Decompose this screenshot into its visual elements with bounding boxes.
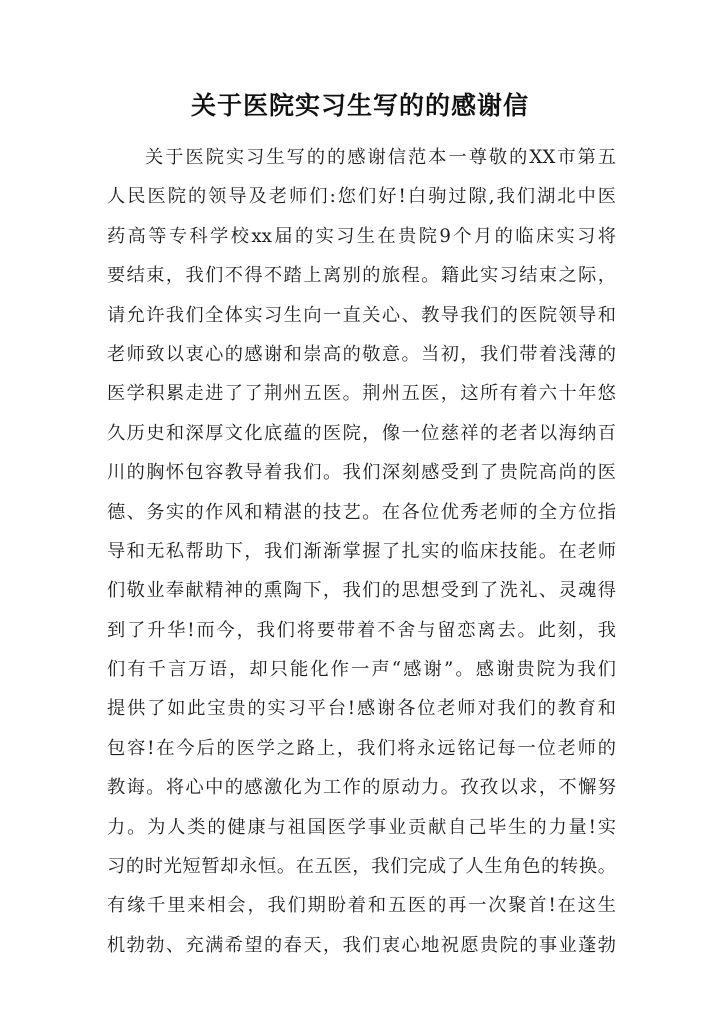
body-line: 力。为人类的健康与祖国医学事业贡献自己毕生的力量!实: [107, 816, 616, 838]
body-line: 德、务实的作风和精湛的技艺。在各位优秀老师的全方位指: [107, 501, 616, 523]
body-line: 到了升华!而今，我们将要带着不舍与留恋离去。此刻，我: [107, 619, 616, 641]
body-line: 包容!在今后的医学之路上，我们将永远铭记每一位老师的: [107, 737, 616, 759]
body-line: 要结束，我们不得不踏上离别的旅程。籍此实习结束之际，: [107, 265, 616, 287]
body-line: 人民医院的领导及老师们:您们好!白驹过隙,我们湖北中医: [107, 186, 616, 208]
body-line: 习的时光短暂却永恒。在五医，我们完成了人生角色的转换。: [107, 856, 616, 878]
body-line: 川的胸怀包容教导着我们。我们深刻感受到了贵院高尚的医: [107, 462, 616, 484]
body-line: 提供了如此宝贵的实习平台!感谢各位老师对我们的教育和: [107, 698, 616, 720]
body-line: 们敬业奉献精神的熏陶下，我们的思想受到了洗礼、灵魂得: [107, 580, 616, 602]
body-line: 请允许我们全体实习生向一直关心、教导我们的医院领导和: [107, 304, 616, 326]
body-line: 有缘千里来相会，我们期盼着和五医的再一次聚首!在这生: [107, 895, 616, 917]
body-line: 们有千言万语，却只能化作一声“感谢”。感谢贵院为我们: [107, 659, 616, 681]
body-line: 久历史和深厚文化底蕴的医院，像一位慈祥的老者以海纳百: [107, 422, 616, 444]
document-body: [107, 138, 616, 965]
body-line: 药高等专科学校xx届的实习生在贵院9个月的临床实习将: [107, 225, 616, 247]
body-line: 导和无私帮助下，我们渐渐掌握了扎实的临床技能。在老师: [107, 540, 616, 562]
body-line: 教诲。将心中的感激化为工作的原动力。孜孜以求，不懈努: [107, 777, 616, 799]
body-line: 老师致以衷心的感谢和崇高的敬意。当初，我们带着浅薄的: [107, 343, 616, 365]
body-line: 关于医院实习生写的的感谢信范本一尊敬的XX市第五: [145, 147, 616, 168]
document-title: 关于医院实习生写的的感谢信: [190, 91, 529, 120]
body-line: 医学积累走进了了荆州五医。荆州五医，这所有着六十年悠: [107, 383, 616, 405]
body-line: 机勃勃、充满希望的春天，我们衷心地祝愿贵院的事业蓬勃: [107, 934, 616, 956]
